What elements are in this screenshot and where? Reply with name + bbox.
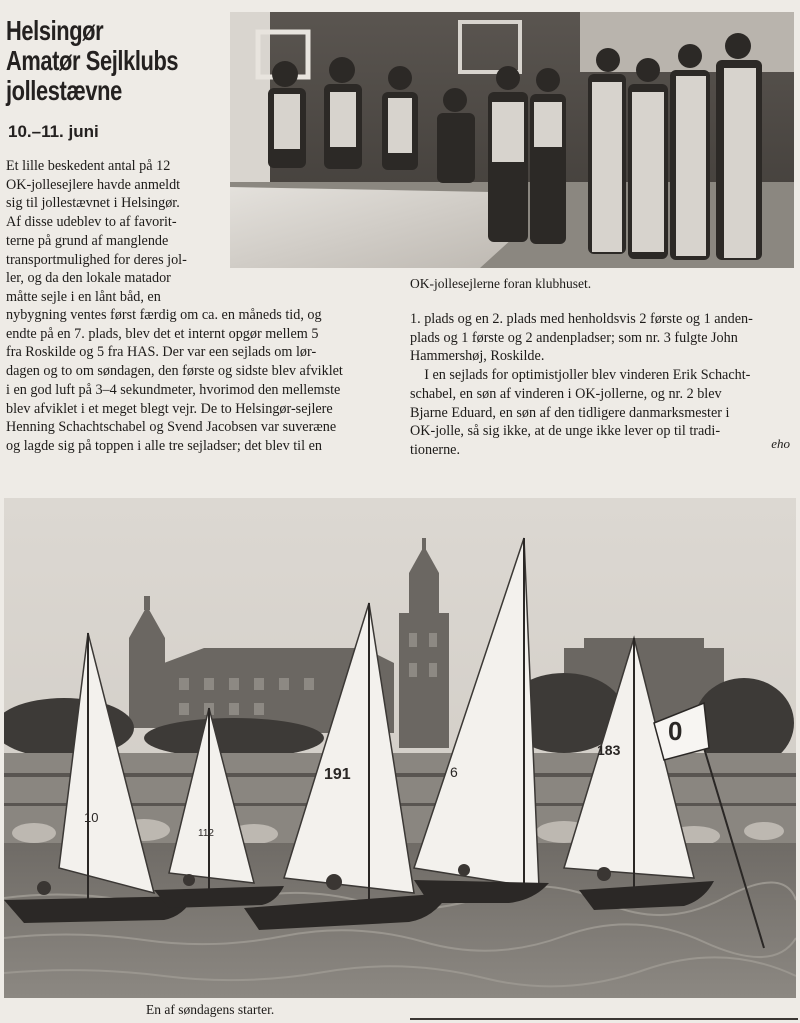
body-column-right [410, 310, 793, 460]
sail-number: 10 [84, 810, 99, 825]
author-signature: eho [771, 436, 790, 451]
text-line: Hammershøj, Roskilde. [410, 348, 545, 365]
text-line: schabel, en søn af vinderen i OK-jollerne, og nr. 2 blev [410, 385, 722, 402]
text-line: 1. plads og en 2. plads med henholdsvis 2 første og 1 anden- [410, 311, 753, 327]
text-line: sig til jollestævnet i Helsingør. [6, 195, 180, 212]
text-line: og lagde sig på toppen i alle tre sejladser; det blev til en [6, 437, 322, 454]
text-line: plads og 1 første og 2 andenpladser; som nr. 3 fulgte John [410, 329, 738, 346]
text-line: Et lille beskedent antal på 12 [6, 158, 171, 174]
article-dates: 10.–11. juni [8, 122, 99, 141]
article-headline [6, 15, 179, 106]
text-line: endte på en 7. plads, blev det et internt opgør mellem 5 [6, 325, 319, 342]
text-line: transportmulighed for deres jol- [6, 251, 187, 268]
bottom-photo-caption: En af søndagens starter. [146, 1002, 275, 1017]
headline-line: jollestævne [6, 75, 122, 106]
text-line: måtte sejle i en lånt båd, en [6, 288, 161, 305]
sail-number: 112 [198, 828, 214, 839]
start-flag-number: 0 [668, 716, 683, 746]
text-line: dagen og to om søndagen, den første og sidste blev afviklet [6, 363, 343, 380]
sail-number: 191 [324, 766, 351, 783]
text-line: Henning Schachtschabel og Svend Jacobsen var suveræne [6, 419, 337, 436]
page-rule [410, 1018, 798, 1020]
text-line: terne på grund af manglende [6, 232, 169, 249]
text-line: nybygning ventes først færdig om ca. en måneds tid, og [6, 307, 322, 323]
text-line: ler, og da den lokale matador [6, 270, 171, 287]
text-line: OK-jolle, så sig ikke, at de unge ikke lever op til tradi- [410, 423, 721, 440]
text-line: OK-jollesejlere havde anmeldt [6, 176, 181, 193]
headline-line: Helsingør [6, 15, 104, 46]
regatta-start-photo [4, 498, 796, 998]
text-line: fra Roskilde og 5 fra HAS. Der var een sejlads om lør- [6, 344, 317, 361]
text-line: Bjarne Eduard, en søn af den tidligere danmarksmester i [410, 404, 730, 421]
text-line: I en sejlads for optimistjoller blev vinderen Erik Schacht- [410, 367, 751, 384]
text-line: Af disse udeblev to af favorit- [6, 214, 177, 231]
text-line: i en god luft på 3–4 sekundmeter, hvorimod den mellemste [6, 381, 341, 398]
text-line: tionerne. [410, 441, 461, 458]
top-photo-caption: OK-jollesejlerne foran klubhuset. [410, 276, 592, 291]
sail-number: 6 [450, 764, 458, 780]
body-column-wide [6, 306, 391, 456]
intro-column [6, 157, 226, 307]
headline-line: Amatør Sejlklubs [6, 45, 179, 76]
text-line: blev afviklet i et meget blegt vejr. De to Helsingør-sejlere [6, 400, 333, 417]
sail-number: 183 [597, 742, 621, 758]
club-house-photo [230, 12, 794, 268]
